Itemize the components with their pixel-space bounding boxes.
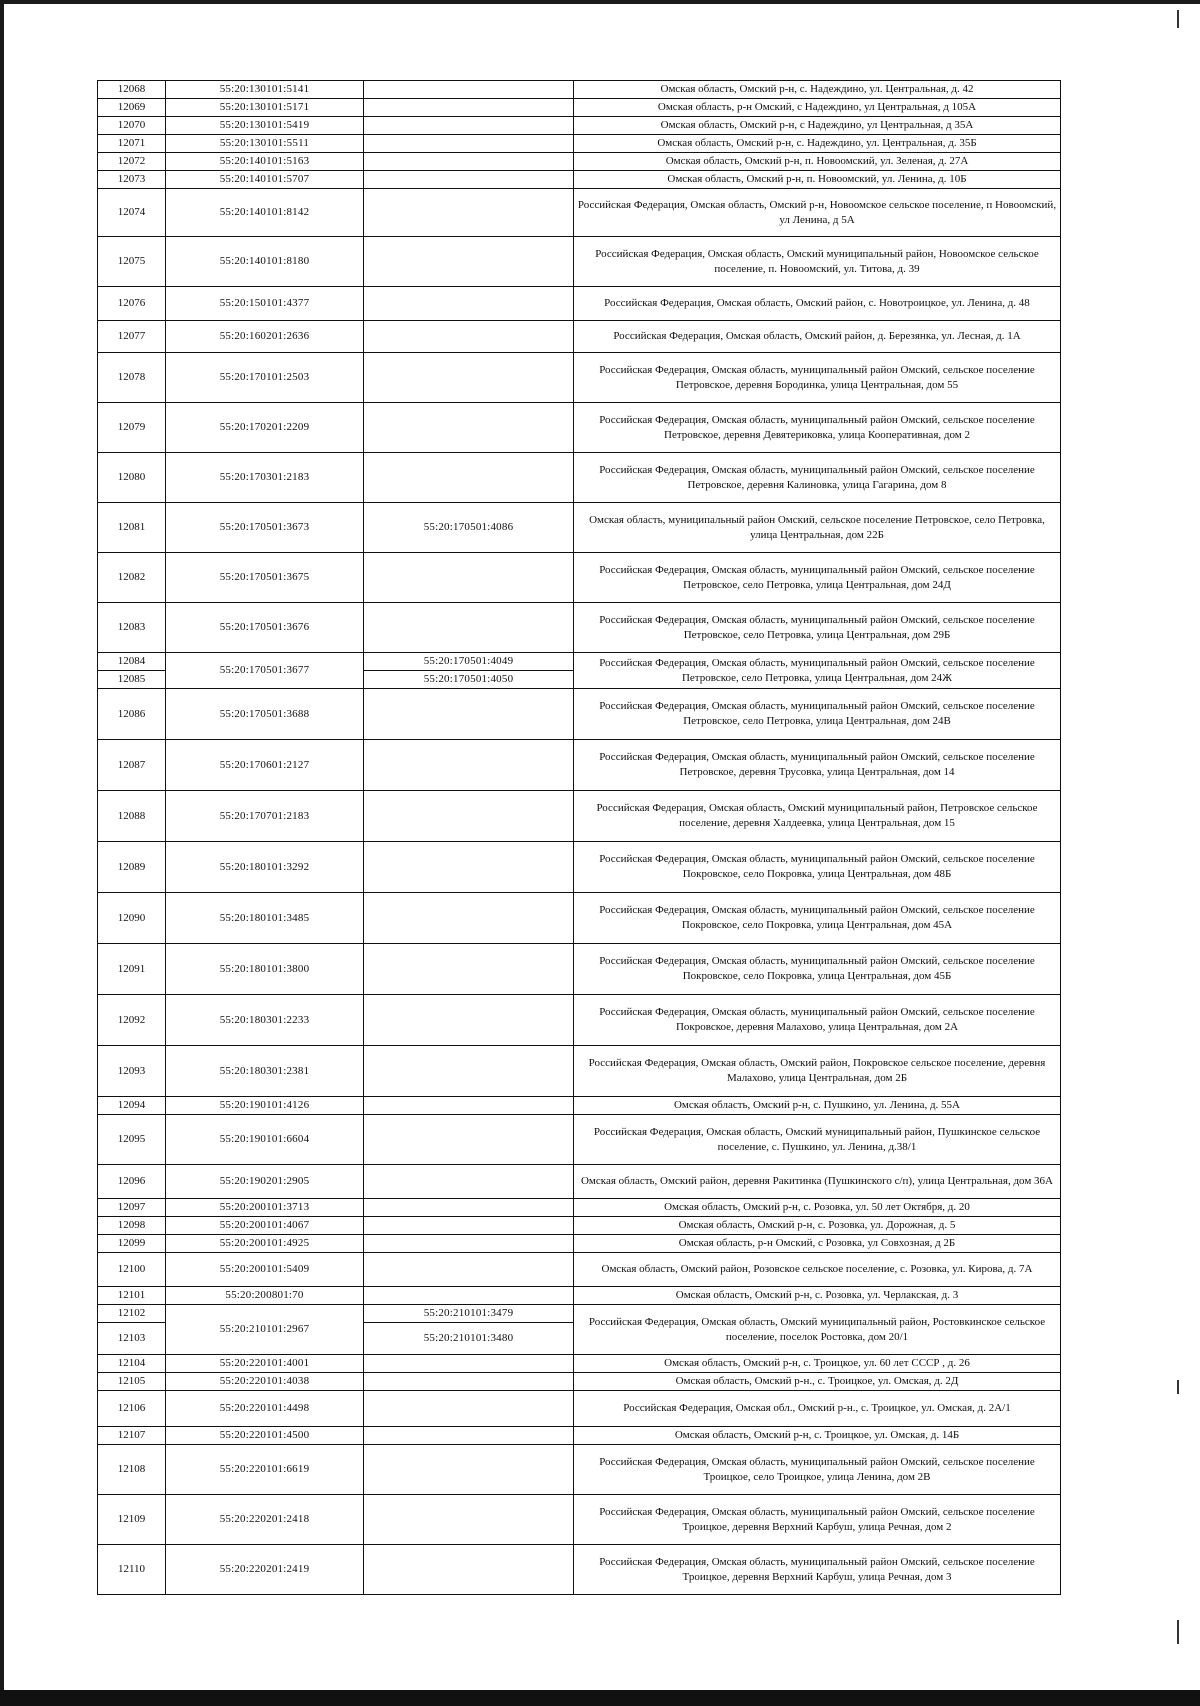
cadastral-number-cell: 55:20:200801:70 [166, 1287, 364, 1305]
cadastral-number-cell: 55:20:200101:5409 [166, 1253, 364, 1287]
scan-border-left [0, 0, 4, 1706]
row-number-cell: 12096 [98, 1165, 166, 1199]
cadastral-number-cell: 55:20:190101:6604 [166, 1115, 364, 1165]
related-number-cell [364, 995, 574, 1046]
address-cell: Российская Федерация, Омская область, муниципальный район Омский, сельское поселение Петровское, деревня Калиновка, улица Гагарина, дом 8 [574, 453, 1061, 503]
row-number-cell: 12085 [98, 671, 166, 689]
address-cell: Омская область, Омский р-н, с. Розовка, ул. Черлакская, д. 3 [574, 1287, 1061, 1305]
table-row [98, 1427, 1061, 1445]
table-row [98, 893, 1061, 944]
table-row [98, 1165, 1061, 1199]
row-number-cell: 12091 [98, 944, 166, 995]
table-row [98, 153, 1061, 171]
address-cell: Омская область, Омский р-н, п. Новоомский, ул. Ленина, д. 10Б [574, 171, 1061, 189]
row-number-cell: 12076 [98, 287, 166, 321]
table-row [98, 995, 1061, 1046]
cadastral-number-cell: 55:20:170501:3688 [166, 689, 364, 740]
cadastral-number-cell: 55:20:160201:2636 [166, 321, 364, 353]
row-number-cell: 12088 [98, 791, 166, 842]
related-number-cell [364, 171, 574, 189]
row-number-cell: 12068 [98, 81, 166, 99]
related-number-cell [364, 117, 574, 135]
address-cell: Российская Федерация, Омская обл., Омский р-н., с. Троицкое, ул. Омская, д. 2А/1 [574, 1391, 1061, 1427]
address-cell: Российская Федерация, Омская область, муниципальный район Омский, сельское поселение Петровское, село Петровка, улица Центральная, дом 24В [574, 689, 1061, 740]
related-number-cell [364, 403, 574, 453]
address-cell: Омская область, Омский р-н, п. Новоомский, ул. Зеленая, д. 27А [574, 153, 1061, 171]
related-number-cell [364, 237, 574, 287]
table-row [98, 81, 1061, 99]
related-number-cell [364, 287, 574, 321]
related-number-cell [364, 1495, 574, 1545]
row-number-cell: 12070 [98, 117, 166, 135]
table-row [98, 1373, 1061, 1391]
cadastral-number-cell: 55:20:170101:2503 [166, 353, 364, 403]
table-row [98, 503, 1061, 553]
table-row [98, 1287, 1061, 1305]
address-cell: Омская область, Омский р-н, с. Надеждино, ул. Центральная, д. 35Б [574, 135, 1061, 153]
table-row [98, 1391, 1061, 1427]
related-number-cell: 55:20:210101:3480 [364, 1323, 574, 1355]
address-cell: Российская Федерация, Омская область, Омский район, Покровское сельское поселение, деревня Малахово, улица Центральная, дом 2Б [574, 1046, 1061, 1097]
cadastral-number-cell: 55:20:220101:6619 [166, 1445, 364, 1495]
related-number-cell [364, 1545, 574, 1595]
address-cell: Омская область, р-н Омский, с Надеждино, ул Центральная, д 105А [574, 99, 1061, 117]
cadastral-number-cell: 55:20:220101:4498 [166, 1391, 364, 1427]
row-number-cell: 12073 [98, 171, 166, 189]
scan-border-top [0, 0, 1200, 4]
row-number-cell: 12071 [98, 135, 166, 153]
related-number-cell [364, 893, 574, 944]
cadastral-number-cell: 55:20:170501:3675 [166, 553, 364, 603]
address-cell: Омская область, Омский район, деревня Ракитинка (Пушкинского с/п), улица Центральная, дом 36А [574, 1165, 1061, 1199]
related-number-cell [364, 353, 574, 403]
row-number-cell: 12109 [98, 1495, 166, 1545]
related-number-cell [364, 791, 574, 842]
cadastral-number-cell: 55:20:190101:4126 [166, 1097, 364, 1115]
address-cell: Омская область, Омский р-н., с. Троицкое, ул. Омская, д. 2Д [574, 1373, 1061, 1391]
registry-table-body [98, 81, 1061, 1595]
table-row [98, 740, 1061, 791]
related-number-cell [364, 553, 574, 603]
address-cell: Российская Федерация, Омская область, муниципальный район Омский, сельское поселение Троицкое, деревня Верхний Карбуш, улица Речная, дом 3 [574, 1545, 1061, 1595]
address-cell: Омская область, Омский район, Розовское сельское поселение, с. Розовка, ул. Кирова, д. 7А [574, 1253, 1061, 1287]
cadastral-number-cell: 55:20:170701:2183 [166, 791, 364, 842]
related-number-cell: 55:20:210101:3479 [364, 1305, 574, 1323]
table-row [98, 1046, 1061, 1097]
cadastral-number-cell: 55:20:170601:2127 [166, 740, 364, 791]
cadastral-number-cell: 55:20:140101:8180 [166, 237, 364, 287]
row-number-cell: 12099 [98, 1235, 166, 1253]
address-cell: Российская Федерация, Омская область, муниципальный район Омский, сельское поселение Покровское, село Покровка, улица Центральная, дом 45А [574, 893, 1061, 944]
cadastral-number-cell: 55:20:190201:2905 [166, 1165, 364, 1199]
table-row [98, 99, 1061, 117]
table-row [98, 237, 1061, 287]
address-cell: Российская Федерация, Омская область, муниципальный район Омский, сельское поселение Петровское, село Петровка, улица Центральная, дом 24Д [574, 553, 1061, 603]
cadastral-number-cell: 55:20:200101:4925 [166, 1235, 364, 1253]
table-row [98, 135, 1061, 153]
table-row [98, 1115, 1061, 1165]
table-row [98, 321, 1061, 353]
row-number-cell: 12102 [98, 1305, 166, 1323]
cadastral-number-cell: 55:20:140101:5163 [166, 153, 364, 171]
registry-table-container [97, 80, 1060, 1595]
row-number-cell: 12078 [98, 353, 166, 403]
related-number-cell: 55:20:170501:4086 [364, 503, 574, 553]
related-number-cell [364, 1355, 574, 1373]
related-number-cell [364, 1217, 574, 1235]
table-row [98, 189, 1061, 237]
related-number-cell [364, 81, 574, 99]
table-row [98, 791, 1061, 842]
table-row [98, 1097, 1061, 1115]
row-number-cell: 12106 [98, 1391, 166, 1427]
address-cell: Омская область, Омский р-н, с. Пушкино, ул. Ленина, д. 55А [574, 1097, 1061, 1115]
table-row [98, 842, 1061, 893]
registry-table [97, 80, 1061, 1595]
table-row [98, 453, 1061, 503]
address-cell: Омская область, Омский р-н, с. Надеждино, ул. Центральная, д. 42 [574, 81, 1061, 99]
related-number-cell [364, 1165, 574, 1199]
table-row [98, 287, 1061, 321]
row-number-cell: 12079 [98, 403, 166, 453]
related-number-cell [364, 740, 574, 791]
row-number-cell: 12087 [98, 740, 166, 791]
related-number-cell [364, 1115, 574, 1165]
scan-margin-mark [1177, 10, 1179, 28]
cadastral-number-cell: 55:20:130101:5511 [166, 135, 364, 153]
related-number-cell [364, 99, 574, 117]
address-cell: Омская область, Омский р-н, с. Розовка, ул. 50 лет Октября, д. 20 [574, 1199, 1061, 1217]
cadastral-number-cell: 55:20:220201:2419 [166, 1545, 364, 1595]
address-cell: Российская Федерация, Омская область, муниципальный район Омский, сельское поселение Покровское, деревня Малахово, улица Центральная, дом 2А [574, 995, 1061, 1046]
row-number-cell: 12086 [98, 689, 166, 740]
related-number-cell [364, 842, 574, 893]
row-number-cell: 12075 [98, 237, 166, 287]
row-number-cell: 12084 [98, 653, 166, 671]
row-number-cell: 12090 [98, 893, 166, 944]
address-cell: Российская Федерация, Омская область, Омский муниципальный район, Новоомское сельское поселение, п. Новоомский, ул. Титова, д. 39 [574, 237, 1061, 287]
address-cell: Российская Федерация, Омская область, муниципальный район Омский, сельское поселение Петровское, деревня Девятериковка, улица Кооперативная, дом 2 [574, 403, 1061, 453]
address-cell: Российская Федерация, Омская область, Омский муниципальный район, Ростовкинское сельское поселение, поселок Ростовка, дом 20/1 [574, 1305, 1061, 1355]
table-row [98, 1355, 1061, 1373]
address-cell: Российская Федерация, Омская область, муниципальный район Омский, сельское поселение Петровское, деревня Трусовка, улица Центральная, дом 14 [574, 740, 1061, 791]
row-number-cell: 12101 [98, 1287, 166, 1305]
address-cell: Российская Федерация, Омская область, муниципальный район Омский, сельское поселение Троицкое, деревня Верхний Карбуш, улица Речная, дом 2 [574, 1495, 1061, 1545]
address-cell: Российская Федерация, Омская область, Омский р-н, Новоомское сельское поселение, п Новоомский, ул Ленина, д 5А [574, 189, 1061, 237]
related-number-cell [364, 603, 574, 653]
address-cell: Российская Федерация, Омская область, муниципальный район Омский, сельское поселение Покровское, село Покровка, улица Центральная, дом 45Б [574, 944, 1061, 995]
cadastral-number-cell: 55:20:170201:2209 [166, 403, 364, 453]
related-number-cell [364, 689, 574, 740]
cadastral-number-cell: 55:20:200101:4067 [166, 1217, 364, 1235]
related-number-cell [364, 321, 574, 353]
cadastral-number-cell: 55:20:220101:4001 [166, 1355, 364, 1373]
cadastral-number-cell: 55:20:220101:4038 [166, 1373, 364, 1391]
scan-border-bottom [0, 1690, 1200, 1706]
related-number-cell [364, 1097, 574, 1115]
row-number-cell: 12080 [98, 453, 166, 503]
related-number-cell [364, 189, 574, 237]
cadastral-number-cell: 55:20:130101:5171 [166, 99, 364, 117]
address-cell: Российская Федерация, Омская область, муниципальный район Омский, сельское поселение Петровское, село Петровка, улица Центральная, дом 29Б [574, 603, 1061, 653]
cadastral-number-cell: 55:20:210101:2967 [166, 1305, 364, 1355]
related-number-cell [364, 1445, 574, 1495]
related-number-cell [364, 1287, 574, 1305]
address-cell: Российская Федерация, Омская область, муниципальный район Омский, сельское поселение Петровское, деревня Бородинка, улица Центральная, дом 55 [574, 353, 1061, 403]
row-number-cell: 12108 [98, 1445, 166, 1495]
cadastral-number-cell: 55:20:150101:4377 [166, 287, 364, 321]
related-number-cell [364, 135, 574, 153]
row-number-cell: 12074 [98, 189, 166, 237]
row-number-cell: 12069 [98, 99, 166, 117]
related-number-cell [364, 1373, 574, 1391]
scan-margin-mark [1177, 1380, 1179, 1394]
scan-margin-mark [1177, 1620, 1179, 1644]
table-row [98, 1445, 1061, 1495]
cadastral-number-cell: 55:20:180301:2381 [166, 1046, 364, 1097]
address-cell: Российская Федерация, Омская область, Омский район, д. Березянка, ул. Лесная, д. 1А [574, 321, 1061, 353]
table-row [98, 403, 1061, 453]
row-number-cell: 12072 [98, 153, 166, 171]
row-number-cell: 12098 [98, 1217, 166, 1235]
address-cell: Омская область, Омский р-н, с. Троицкое, ул. Омская, д. 14Б [574, 1427, 1061, 1445]
address-cell: Омская область, Омский р-н, с. Троицкое, ул. 60 лет СССР , д. 26 [574, 1355, 1061, 1373]
address-cell: Омская область, Омский р-н, с Надеждино, ул Центральная, д 35А [574, 117, 1061, 135]
related-number-cell: 55:20:170501:4050 [364, 671, 574, 689]
related-number-cell [364, 1046, 574, 1097]
cadastral-number-cell: 55:20:140101:5707 [166, 171, 364, 189]
cadastral-number-cell: 55:20:180101:3485 [166, 893, 364, 944]
row-number-cell: 12083 [98, 603, 166, 653]
table-row [98, 653, 1061, 671]
address-cell: Российская Федерация, Омская область, муниципальный район Омский, сельское поселение Петровское, село Петровка, улица Центральная, дом 24Ж [574, 653, 1061, 689]
row-number-cell: 12089 [98, 842, 166, 893]
related-number-cell [364, 153, 574, 171]
row-number-cell: 12110 [98, 1545, 166, 1595]
address-cell: Российская Федерация, Омская область, муниципальный район Омский, сельское поселение Троицкое, село Троицкое, улица Ленина, дом 2В [574, 1445, 1061, 1495]
related-number-cell [364, 1391, 574, 1427]
cadastral-number-cell: 55:20:140101:8142 [166, 189, 364, 237]
address-cell: Омская область, муниципальный район Омский, сельское поселение Петровское, село Петровка, улица Центральная, дом 22Б [574, 503, 1061, 553]
table-row [98, 689, 1061, 740]
row-number-cell: 12077 [98, 321, 166, 353]
row-number-cell: 12105 [98, 1373, 166, 1391]
row-number-cell: 12104 [98, 1355, 166, 1373]
row-number-cell: 12097 [98, 1199, 166, 1217]
row-number-cell: 12082 [98, 553, 166, 603]
cadastral-number-cell: 55:20:170501:3676 [166, 603, 364, 653]
related-number-cell: 55:20:170501:4049 [364, 653, 574, 671]
related-number-cell [364, 1235, 574, 1253]
cadastral-number-cell: 55:20:170501:3677 [166, 653, 364, 689]
row-number-cell: 12092 [98, 995, 166, 1046]
cadastral-number-cell: 55:20:130101:5419 [166, 117, 364, 135]
row-number-cell: 12103 [98, 1323, 166, 1355]
cadastral-number-cell: 55:20:180101:3292 [166, 842, 364, 893]
row-number-cell: 12093 [98, 1046, 166, 1097]
table-row [98, 944, 1061, 995]
table-row [98, 171, 1061, 189]
cadastral-number-cell: 55:20:170301:2183 [166, 453, 364, 503]
cadastral-number-cell: 55:20:220101:4500 [166, 1427, 364, 1445]
table-row [98, 553, 1061, 603]
cadastral-number-cell: 55:20:130101:5141 [166, 81, 364, 99]
cadastral-number-cell: 55:20:200101:3713 [166, 1199, 364, 1217]
related-number-cell [364, 1199, 574, 1217]
related-number-cell [364, 1253, 574, 1287]
table-row [98, 353, 1061, 403]
table-row [98, 1235, 1061, 1253]
table-row [98, 1545, 1061, 1595]
cadastral-number-cell: 55:20:220201:2418 [166, 1495, 364, 1545]
table-row [98, 603, 1061, 653]
cadastral-number-cell: 55:20:180301:2233 [166, 995, 364, 1046]
row-number-cell: 12081 [98, 503, 166, 553]
cadastral-number-cell: 55:20:170501:3673 [166, 503, 364, 553]
row-number-cell: 12100 [98, 1253, 166, 1287]
table-row [98, 1199, 1061, 1217]
related-number-cell [364, 1427, 574, 1445]
related-number-cell [364, 944, 574, 995]
related-number-cell [364, 453, 574, 503]
address-cell: Омская область, Омский р-н, с. Розовка, ул. Дорожная, д. 5 [574, 1217, 1061, 1235]
table-row [98, 117, 1061, 135]
table-row [98, 1305, 1061, 1323]
address-cell: Омская область, р-н Омский, с Розовка, ул Совхозная, д 2Б [574, 1235, 1061, 1253]
row-number-cell: 12094 [98, 1097, 166, 1115]
row-number-cell: 12095 [98, 1115, 166, 1165]
address-cell: Российская Федерация, Омская область, Омский район, с. Новотроицкое, ул. Ленина, д. 48 [574, 287, 1061, 321]
row-number-cell: 12107 [98, 1427, 166, 1445]
cadastral-number-cell: 55:20:180101:3800 [166, 944, 364, 995]
table-row [98, 1253, 1061, 1287]
address-cell: Российская Федерация, Омская область, Омский муниципальный район, Петровское сельское поселение, деревня Халдеевка, улица Центральная, дом 15 [574, 791, 1061, 842]
table-row [98, 1217, 1061, 1235]
address-cell: Российская Федерация, Омская область, Омский муниципальный район, Пушкинское сельское поселение, с. Пушкино, ул. Ленина, д.38/1 [574, 1115, 1061, 1165]
address-cell: Российская Федерация, Омская область, муниципальный район Омский, сельское поселение Покровское, село Покровка, улица Центральная, дом 48Б [574, 842, 1061, 893]
table-row [98, 1495, 1061, 1545]
